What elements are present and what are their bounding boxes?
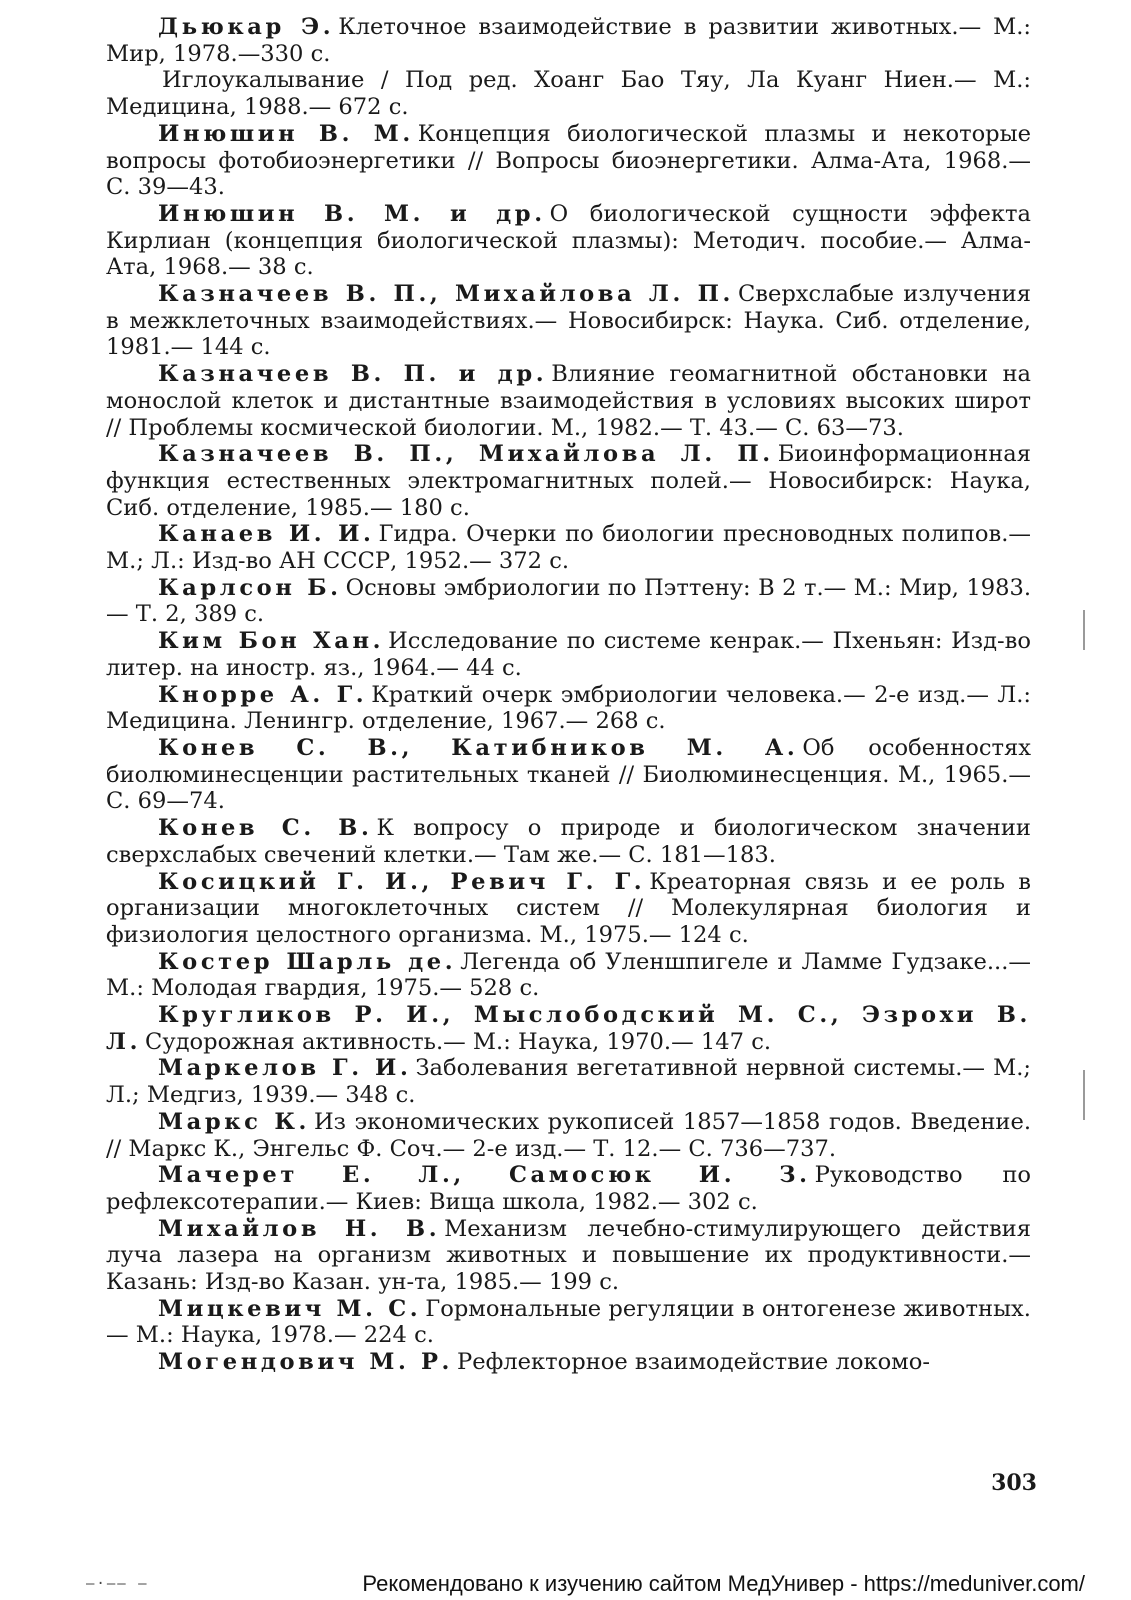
bibliography-entry (106, 1109, 1031, 1162)
bibliography-entry (106, 361, 1031, 441)
bibliography-entry (106, 121, 1031, 201)
bibliography-entry (106, 1055, 1031, 1108)
bibliography-entry (106, 1216, 1031, 1296)
entry-author: Костер Шарль де. (158, 948, 457, 975)
entry-author: Маркелов Г. И. (158, 1055, 412, 1082)
entry-text: Заболевания вегетативной нервной системы.— М.; Л.; Медгиз, 1939.— 348 с. (106, 1055, 1031, 1109)
bibliography-entry (106, 441, 1031, 521)
entry-text: Краткий очерк эмбриологии человека.— 2-е изд.— Л.: Медицина. Ленингр. отделение, 1967.— 268 с. (106, 681, 1032, 735)
bibliography-entry (106, 1002, 1031, 1055)
bibliography-entry (106, 869, 1031, 949)
margin-scan-mark (1083, 610, 1085, 650)
entry-text: Влияние геомагнитной обстановки на монослой клеток и дистантные взаимодействия в условиях высоких широт // Проблемы космической биологии. М., 1982.— Т. 43.— С. 63—73. (106, 361, 1031, 441)
entry-text: Гормональные регуляции в онтогенезе животных.— М.: Наука, 1978.— 224 с. (106, 1295, 1031, 1349)
entry-author: Инюшин В. М. (158, 120, 414, 147)
entry-text: Гидра. Очерки по биологии пресноводных полипов.— М.; Л.: Изд-во АН СССР, 1952.— 372 с. (106, 521, 1031, 575)
entry-author: Косицкий Г. И., Ревич Г. Г. (158, 868, 646, 895)
entry-text: Биоинформационная функция естественных электромагнитных полей.— Новосибирск: Наука, Сиб. отделение, 1985.— 180 с. (106, 441, 1031, 521)
entry-text: Креаторная связь и ее роль в организации многоклеточных систем // Молекулярная биология и физиология целостного организма. М., 1975.— 124 с. (106, 868, 1031, 948)
entry-text: Рефлекторное взаимодействие локомо- (457, 1349, 930, 1376)
entry-text: Сверхслабые излучения в межклеточных взаимодействиях.— Новосибирск: Наука. Сиб. отделение, 1981.— 144 с. (106, 281, 1031, 361)
bibliography-entry (106, 1296, 1031, 1349)
footer-link[interactable]: https://meduniver.com/ (863, 1571, 1085, 1596)
bibliography-entry (106, 682, 1031, 735)
page-number: 303 (991, 1470, 1037, 1496)
entry-author: Конев С. В. (158, 815, 373, 842)
entry-author: Михайлов Н. В. (158, 1215, 441, 1242)
entry-author: Конев С. В., Катибников М. А. (158, 734, 799, 761)
bibliography-entry (106, 201, 1031, 281)
footer-prefix: Рекомендовано к изучению сайтом МедУнивер - (362, 1571, 864, 1596)
margin-scan-mark (1083, 1070, 1085, 1120)
entry-text: Легенда об Уленшпигеле и Ламме Гудзаке...— М.: Молодая гвардия, 1975.— 528 с. (106, 948, 1031, 1002)
entry-text: Судорожная активность.— М.: Наука, 1970.— 147 с. (145, 1028, 772, 1055)
bibliography-entry (106, 1162, 1031, 1215)
bibliography-entry (106, 521, 1031, 574)
bibliography-entry (106, 281, 1031, 361)
bibliography-entry (106, 67, 1031, 120)
entry-author: Кругликов Р. И., Мыслободский М. С., Эзрохи В. Л. (106, 1002, 1031, 1055)
bibliography-entry (106, 815, 1031, 868)
entry-text: Иглоукалывание / Под ред. Хоанг Бао Тяу, Ла Куанг Ниен.— М.: Медицина, 1988.— 672 с. (106, 67, 1031, 121)
bibliography-entry (106, 735, 1031, 815)
bibliography-entry (106, 1349, 1031, 1376)
site-footer (0, 1570, 1131, 1600)
entry-author: Казначеев В. П., Михайлова Л. П. (158, 281, 734, 308)
footer-text (362, 1570, 1085, 1598)
bibliography-entry (106, 14, 1031, 67)
entry-text: Исследование по системе кенрак.— Пхеньян: Изд-во литер. на иностр. яз., 1964.— 44 с. (106, 628, 1031, 681)
entry-author: Ким Бон Хан. (158, 628, 385, 655)
entry-text: Механизм лечебно-стимулирующего действия луча лазера на организм животных и повышение их продуктивности.— Казань: Изд-во Казан. ун-та, 1985.— 199 с. (106, 1215, 1031, 1296)
entry-author: Канаев И. И. (158, 521, 375, 548)
bibliography-entry (106, 949, 1031, 1002)
entry-author: Дьюкар Э. (158, 14, 335, 40)
entry-text: Из экономических рукописей 1857—1858 годов. Введение. // Маркс К., Энгельс Ф. Соч.— 2-е изд.— Т. 12.— С. 736—737. (106, 1108, 1031, 1162)
entry-author: Инюшин В. М. и др. (158, 200, 546, 227)
bibliography-entry (106, 575, 1031, 628)
entry-author: Мицкевич М. С. (158, 1295, 422, 1322)
entry-author: Могендович М. Р. (158, 1349, 454, 1376)
entry-text: Концепция биологической плазмы и некоторые вопросы фотобиоэнергетики // Вопросы биоэнергетики. Алма-Ата, 1968.— С. 39—43. (106, 120, 1031, 201)
entry-author: Маркс К. (158, 1108, 310, 1135)
entry-text: Клеточное взаимодействие в развитии животных.— М.: Мир, 1978.—330 с. (106, 14, 1032, 67)
entry-text: К вопросу о природе и биологическом значении сверхслабых свечений клетки.— Там же.— С. 181—183. (106, 815, 1031, 868)
entry-text: О биологической сущности эффекта Кирлиан (концепция биологической плазмы): Методич. пособие.— Алма-Ата, 1968.— 38 с. (106, 200, 1031, 281)
entry-author: Кнорре А. Г. (158, 681, 368, 708)
entry-author: Карлсон Б. (158, 574, 342, 601)
footer-dashes: —·—— — (86, 1576, 149, 1592)
entry-author: Казначеев В. П. и др. (158, 361, 548, 388)
bibliography-list (106, 14, 1031, 1376)
entry-text: Об особенностях биолюминесценции растительных тканей // Биолюминесценция. М., 1965.— С. 69—74. (106, 734, 1032, 815)
entry-text: Руководство по рефлексотерапии.— Киев: Вища школа, 1982.— 302 с. (106, 1162, 1032, 1215)
entry-author: Казначеев В. П., Михайлова Л. П. (158, 441, 774, 468)
entry-author: Мачерет Е. Л., Самосюк И. З. (158, 1162, 811, 1189)
entry-text: Основы эмбриологии по Пэттену: В 2 т.— М.: Мир, 1983.— Т. 2, 389 с. (106, 574, 1031, 628)
bibliography-entry (106, 628, 1031, 681)
